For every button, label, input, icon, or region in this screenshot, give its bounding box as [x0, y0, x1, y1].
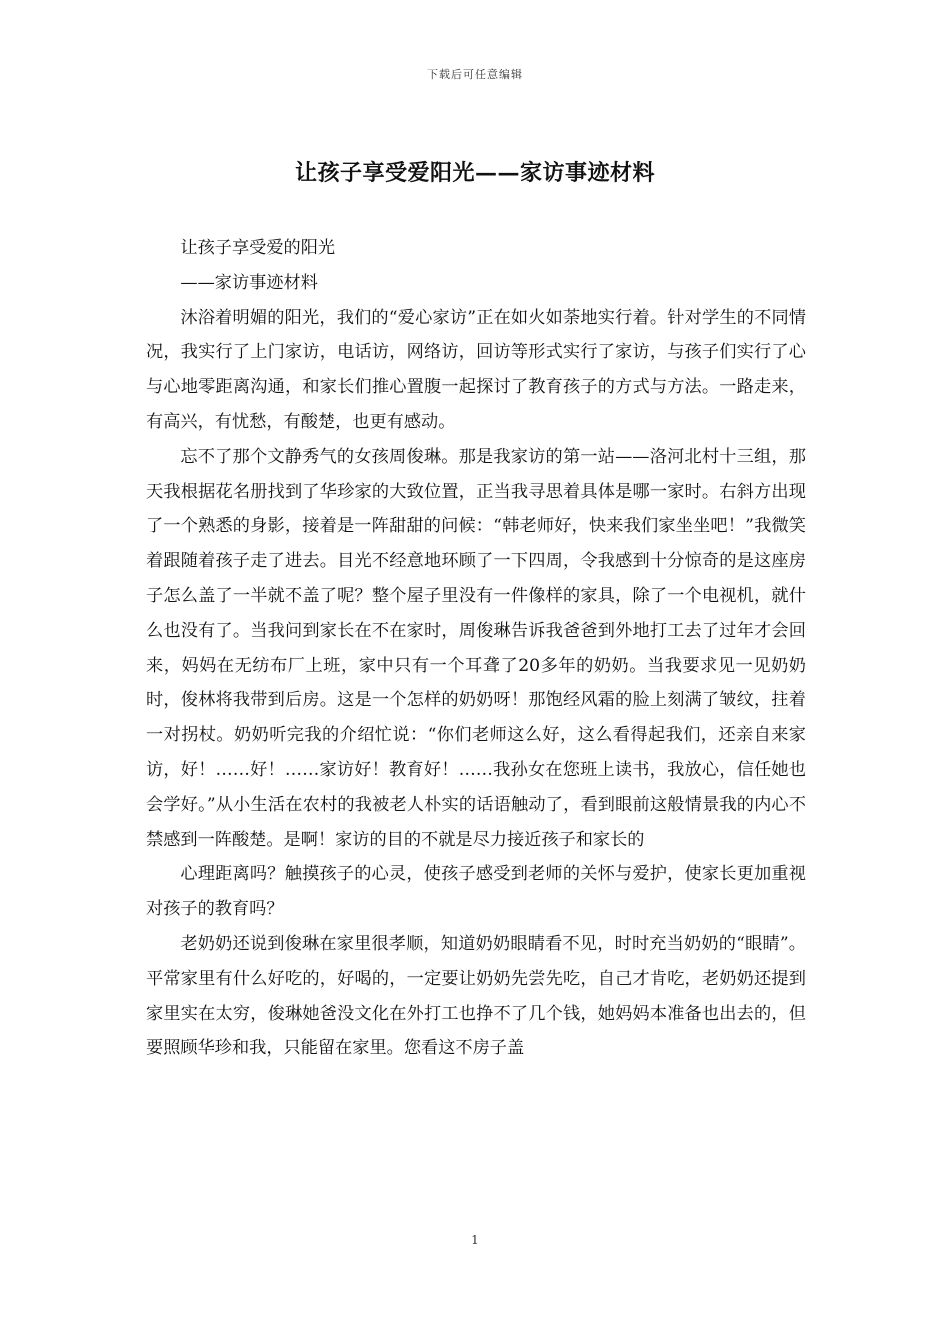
paragraph: 老奶奶还说到俊琳在家里很孝顺，知道奶奶眼睛看不见，时时充当奶奶的“眼睛”。平常家里有什么好吃的，好喝的，一定要让奶奶先尝先吃，自己才肯吃，老奶奶还提到家里实在太穷，俊琳她爸没文化在外打工也挣不了几个钱，她妈妈本准备也出去的，但要照顾华珍和我，只能留在家里。您看这不房子盖 [146, 933, 806, 1059]
document-body [146, 231, 806, 1066]
paragraph-subtitle: 让孩子享受爱的阳光 [180, 238, 336, 258]
document-title: 让孩子享受爱阳光——家访事迹材料 [294, 160, 655, 186]
paragraph: 心理距离吗？触摸孩子的心灵，使孩子感受到老师的关怀与爱护，使家长更加重视对孩子的教育吗？ [146, 864, 806, 920]
page-number: 1 [471, 1233, 479, 1247]
paragraph: 忘不了那个文静秀气的女孩周俊琳。那是我家访的第一站——洛河北村十三组，那天我根据花名册找到了华珍家的大致位置，正当我寻思着具体是哪一家时。右斜方出现了一个熟悉的身影，接着是一阵甜甜的问候：“韩老师好，快来我们家坐坐吧！”我微笑着跟随着孩子走了进去。目光不经意地环顾了一下四周，令我感到十分惊奇的是这座房子怎么盖了一半就不盖了呢？整个屋子里没有一件像样的家具，除了一个电视机，就什么也没有了。当我问到家长在不在家时，周俊琳告诉我爸爸到外地打工去了过年才会回来，妈妈在无纺布厂上班，家中只有一个耳聋了20多年的奶奶。当我要求见一见奶奶时，俊林将我带到后房。这是一个怎样的奶奶呀！那饱经风霜的脸上刻满了皱纹，拄着一对拐杖。奶奶听完我的介绍忙说：“你们老师这么好，这么看得起我们，还亲自来家访，好！……好！……家访好！教育好！……我孙女在您班上读书，我放心，信任她也会学好。”从小生活在农村的我被老人朴实的话语触动了，看到眼前这般情景我的内心不禁感到一阵酸楚。是啊！家访的目的不就是尽力接近孩子和家长的 [146, 446, 806, 850]
paragraph: 沐浴着明媚的阳光，我们的“爱心家访”正在如火如荼地实行着。针对学生的不同情况，我实行了上门家访，电话访，网络访，回访等形式实行了家访，与孩子们实行了心与心地零距离沟通，和家长们推心置腹一起探讨了教育孩子的方式与方法。一路走来，有高兴，有忧愁，有酸楚，也更有感动。 [146, 307, 806, 432]
header-note: 下载后可任意编辑 [427, 68, 523, 81]
paragraph-subtitle-dash: ——家访事迹材料 [180, 272, 318, 293]
